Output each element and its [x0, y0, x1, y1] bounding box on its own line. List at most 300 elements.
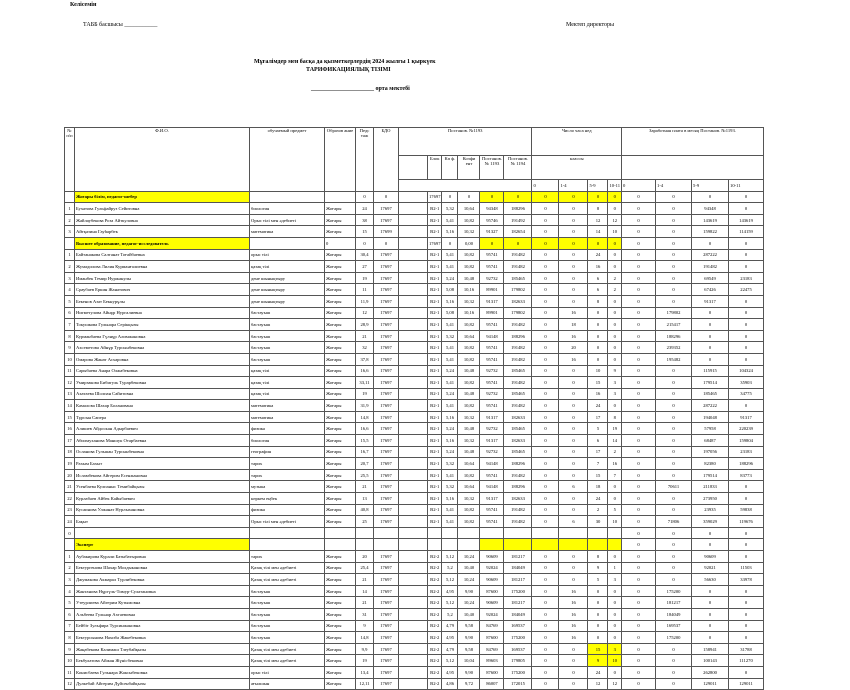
cell-h3: 9	[608, 365, 622, 377]
cell-h3: 16	[608, 458, 622, 470]
cell-bdo: 17697	[374, 249, 399, 261]
cell-num	[65, 191, 75, 203]
cell-s2: 185465	[692, 388, 729, 400]
cell-blk: В2-1	[428, 249, 442, 261]
cell-s3: 129011	[729, 678, 764, 690]
cell-name: Курлабаев Айбек Кайыбаевич	[75, 493, 250, 505]
cell-ped: 31	[356, 608, 374, 620]
cell-s3: 91317	[729, 411, 764, 423]
cell-h1: 0	[559, 551, 588, 563]
cell-p2: 169537	[504, 620, 532, 632]
cell-kf: 5,41	[442, 319, 458, 331]
cell-s2: 194048	[692, 411, 729, 423]
cell-s3: 114159	[729, 226, 764, 238]
cell-h3: 0	[608, 342, 622, 354]
cell-s1: 0	[656, 458, 692, 470]
cell-blk: В2-1	[428, 423, 442, 435]
cell-blk: 17697	[428, 191, 442, 203]
cell-ped: 19	[356, 272, 374, 284]
cell-s3: 0	[729, 191, 764, 203]
cell-name: Рахым Бахыт	[75, 458, 250, 470]
cell-bdo: 17697	[374, 666, 399, 678]
cell-koef: 10,82	[458, 469, 480, 481]
cell-bdo: 17697	[374, 643, 399, 655]
cell-h3: 2	[608, 284, 622, 296]
cell-h1: 0	[559, 249, 588, 261]
salary-grade-10-11: 10-11	[729, 180, 764, 192]
cell-p1: 95741	[480, 377, 504, 389]
cell-subj	[250, 191, 325, 203]
cell-bdo: 17697	[374, 377, 399, 389]
cell-s0: 0	[622, 226, 656, 238]
cell-subj: қазақ тілі	[250, 388, 325, 400]
cell-bdo: 17697	[374, 458, 399, 470]
cell-blk: 17697	[428, 237, 442, 249]
cell-subj: орыс тілі	[250, 249, 325, 261]
cell-koef: 10,32	[458, 295, 480, 307]
cell-edu: Жоғары	[325, 493, 356, 505]
cell-h2: 10	[588, 365, 608, 377]
cell-s3: 83773	[729, 469, 764, 481]
cell-blk: В2-2	[428, 585, 442, 597]
cell-s3: 0	[729, 237, 764, 249]
cell-blk: В2-2	[428, 551, 442, 563]
cell-s0: 0	[622, 574, 656, 586]
cell-h2: 24	[588, 666, 608, 678]
cell-h1: 0	[559, 678, 588, 690]
cell-h3: 0	[608, 353, 622, 365]
cell-s1: 195482	[656, 353, 692, 365]
cell-p2: 182633	[504, 295, 532, 307]
cell-p1	[480, 539, 504, 551]
cell-bdo: 17697	[374, 678, 399, 690]
cell-p2: 181217	[504, 551, 532, 563]
cell-h2	[588, 527, 608, 539]
cell-name: Ахатаева Шолпан Сайитовна	[75, 388, 250, 400]
cell-h2: 9	[588, 655, 608, 667]
cell-num: 6	[65, 307, 75, 319]
cell-subj: география	[250, 446, 325, 458]
cell-kf: 5,12	[442, 597, 458, 609]
cell-p1: 95746	[480, 214, 504, 226]
cell-p1: 84769	[480, 643, 504, 655]
cell-bdo: 17697	[374, 261, 399, 273]
cell-p2: 182654	[504, 226, 532, 238]
cell-p2: 191482	[504, 469, 532, 481]
cell-ped: 16,6	[356, 365, 374, 377]
cell-ped	[356, 539, 374, 551]
cell-ped: 27	[356, 261, 374, 273]
cell-s3: 104324	[729, 365, 764, 377]
cell-h0: 0	[532, 666, 559, 678]
cell-blk: В2-1	[428, 284, 442, 296]
cell-edu	[325, 539, 356, 551]
cell-ped: 30,4	[356, 249, 374, 261]
cell-name: Бейбіт Зульфира Турсинжановна	[75, 620, 250, 632]
cell-name: Утеурлиева Айгерим Кутымовна	[75, 597, 250, 609]
cell-subj: тарих	[250, 469, 325, 481]
cell-s2: 0	[692, 539, 729, 551]
cell-p1: 91317	[480, 493, 504, 505]
cell-h1: 16	[559, 330, 588, 342]
cell-subj: биология	[250, 435, 325, 447]
cell-s0: 0	[622, 678, 656, 690]
cell-p1	[480, 527, 504, 539]
cell-h3: 10	[608, 516, 622, 528]
cell-s3: 0	[729, 481, 764, 493]
cell-subj: бастауыш	[250, 330, 325, 342]
cell-s3: 0	[729, 551, 764, 563]
cell-s0: 0	[622, 249, 656, 261]
cell-num: 14	[65, 400, 75, 412]
cell-h3	[608, 539, 622, 551]
cell-bdo: 17697	[374, 365, 399, 377]
cell-s1: 0	[656, 666, 692, 678]
cell-name: Сраубаев Еркин Жанатович	[75, 284, 250, 296]
cell-subj: биология	[250, 203, 325, 215]
cell-kf: 5,08	[442, 307, 458, 319]
cell-edu	[325, 527, 356, 539]
cell-p2: 191482	[504, 342, 532, 354]
cell-name: Байтанакова Салтанат Тоғайбаевна	[75, 249, 250, 261]
cell-s1: 0	[656, 504, 692, 516]
cell-s3: 0	[729, 620, 764, 632]
cell-p1: 86007	[480, 678, 504, 690]
cell-num: 12	[65, 377, 75, 389]
cell-h1: 0	[559, 493, 588, 505]
cell-h2: 2	[588, 504, 608, 516]
cell-s2: 92021	[692, 562, 729, 574]
tabb-signature-line: ТАББ басшысы ___________	[83, 22, 158, 28]
cell-p2: 181217	[504, 574, 532, 586]
cell-p1: 95741	[480, 249, 504, 261]
cell-h3: 0	[608, 295, 622, 307]
cell-subj: Қазақ тілі мен әдебиеті	[250, 574, 325, 586]
cell-s2: 129011	[692, 678, 729, 690]
cell-s2: 159822	[692, 226, 729, 238]
cell-p1: 91327	[480, 226, 504, 238]
cell-kf: 5,24	[442, 446, 458, 458]
cell-s1: 0	[656, 272, 692, 284]
cell-h2: 5	[588, 423, 608, 435]
cell-name: Умирзакова Бибигуль Турарбековна	[75, 377, 250, 389]
table-row	[65, 377, 764, 389]
cell-bdo: 17697	[374, 342, 399, 354]
cell-s3: 0	[729, 597, 764, 609]
cell-blk: В2-2	[428, 562, 442, 574]
cell-h0: 0	[532, 551, 559, 563]
cell-s3: 0	[729, 527, 764, 539]
cell-edu: Жоғары	[325, 319, 356, 331]
cell-h1: 0	[559, 261, 588, 273]
cell-num: 9	[65, 342, 75, 354]
cell-name: Конисбаева Гульнара Жаксыбековна	[75, 666, 250, 678]
cell-p1: 95741	[480, 353, 504, 365]
cell-s0: 0	[622, 643, 656, 655]
table-row	[65, 411, 764, 423]
cell-h1	[559, 527, 588, 539]
cell-bdo: 17697	[374, 272, 399, 284]
cell-s1: 0	[656, 249, 692, 261]
cell-s3: 188296	[729, 458, 764, 470]
cell-s0: 0	[622, 655, 656, 667]
table-row	[65, 446, 764, 458]
cell-h1: 0	[559, 446, 588, 458]
cell-s3: 0	[729, 585, 764, 597]
table-row	[65, 608, 764, 620]
cell-koef: 10,64	[458, 330, 480, 342]
cell-bdo: 17697	[374, 203, 399, 215]
cell-num: 19	[65, 458, 75, 470]
cell-s1: 0	[656, 655, 692, 667]
cell-bdo: 17697	[374, 469, 399, 481]
cell-s2: 94348	[692, 203, 729, 215]
cell-edu: Жоғары	[325, 481, 356, 493]
cell-edu: Жоғары	[325, 516, 356, 528]
cell-edu: Жоғары	[325, 435, 356, 447]
cell-bdo: 17697	[374, 620, 399, 632]
cell-p1: 95741	[480, 319, 504, 331]
cell-h1: 0	[559, 423, 588, 435]
cell-name: Бекбулатова Айжан Жүнісбековна	[75, 655, 250, 667]
table-row	[65, 469, 764, 481]
cell-edu	[325, 191, 356, 203]
cell-h0: 0	[532, 469, 559, 481]
cell-p1: 94148	[480, 458, 504, 470]
table-row	[65, 666, 764, 678]
cell-kf: 5,12	[442, 574, 458, 586]
cell-h1: 0	[559, 655, 588, 667]
cell-p2: 188296	[504, 458, 532, 470]
cell-s2: 0	[692, 307, 729, 319]
cell-koef: 9,72	[458, 678, 480, 690]
cell-p1: 84769	[480, 620, 504, 632]
cell-blk: В2-2	[428, 608, 442, 620]
cell-s1: 0	[656, 562, 692, 574]
cell-h3: 0	[608, 597, 622, 609]
cell-s1: 0	[656, 237, 692, 249]
cell-num: 3	[65, 272, 75, 284]
cell-subj: математика	[250, 411, 325, 423]
table-row	[65, 632, 764, 644]
cell-koef: 10,48	[458, 446, 480, 458]
col-post1193-header: Постанов. № 1193	[480, 156, 504, 180]
cell-s3: 33978	[729, 574, 764, 586]
cell-p2: 182633	[504, 435, 532, 447]
cell-bdo: 17697	[374, 435, 399, 447]
cell-s2: 273950	[692, 493, 729, 505]
cell-h3: 3	[608, 388, 622, 400]
cell-h1: 16	[559, 632, 588, 644]
cell-h2: 16	[588, 388, 608, 400]
cell-s1: 0	[656, 539, 692, 551]
cell-koef: 9,58	[458, 620, 480, 632]
approval-label: Келісемін	[70, 2, 97, 8]
hours-grade-1-4: 1-4	[559, 180, 588, 192]
table-row	[65, 458, 764, 470]
table-row	[65, 330, 764, 342]
cell-ped: 21	[356, 481, 374, 493]
cell-num: 24	[65, 516, 75, 528]
cell-kf: 5,24	[442, 365, 458, 377]
cell-p1: 87600	[480, 666, 504, 678]
table-row	[65, 214, 764, 226]
cell-ped: 13	[356, 493, 374, 505]
cell-bdo: 0	[374, 191, 399, 203]
cell-p2: 191492	[504, 214, 532, 226]
cell-h1: 0	[559, 237, 588, 249]
cell-s0: 0	[622, 353, 656, 365]
cell-kf: 5,16	[442, 226, 458, 238]
cell-h1: 0	[559, 272, 588, 284]
cell-p1: 89603	[480, 655, 504, 667]
cell-blk: В2-1	[428, 446, 442, 458]
cell-bdo: 17697	[374, 295, 399, 307]
cell-h0: 0	[532, 261, 559, 273]
cell-blk: В2-2	[428, 620, 442, 632]
cell-edu: Жоғары	[325, 423, 356, 435]
table-row	[65, 342, 764, 354]
cell-p2: 191482	[504, 319, 532, 331]
cell-h0: 0	[532, 458, 559, 470]
table-row	[65, 435, 764, 447]
cell-subj: қазақ тілі	[250, 261, 325, 273]
cell-s3: 0	[729, 632, 764, 644]
cell-p1: 95741	[480, 261, 504, 273]
cell-h3: 2	[608, 446, 622, 458]
cell-koef: 0	[458, 191, 480, 203]
cell-edu: Жоғары	[325, 666, 356, 678]
cell-blk: В2-1	[428, 353, 442, 365]
cell-kf: 5,32	[442, 203, 458, 215]
cell-blk: В2-1	[428, 458, 442, 470]
cell-kf: 5,41	[442, 342, 458, 354]
cell-s1: 179802	[656, 307, 692, 319]
cell-s2: 69549	[692, 272, 729, 284]
document-title: Мұғалімдер мен басқа да қызметкерлердің 2024 жылғы 1 қыркүек	[254, 59, 436, 65]
cell-num: 8	[65, 330, 75, 342]
cell-s2: 143619	[692, 214, 729, 226]
cell-h2: 0	[588, 319, 608, 331]
cell-s3: 23183	[729, 446, 764, 458]
cell-h0: 0	[532, 504, 559, 516]
cell-bdo: 17697	[374, 585, 399, 597]
table-row	[65, 655, 764, 667]
cell-num: 18	[65, 446, 75, 458]
cell-h2	[588, 539, 608, 551]
cell-p2	[504, 527, 532, 539]
cell-s2: 287222	[692, 249, 729, 261]
cell-bdo: 17697	[374, 551, 399, 563]
cell-kf: 5,41	[442, 516, 458, 528]
cell-h2: 12	[588, 214, 608, 226]
cell-subj: Қазақ тілі мен әдебиеті	[250, 562, 325, 574]
cell-blk: В2-1	[428, 307, 442, 319]
cell-p2: 191482	[504, 353, 532, 365]
cell-p2: 172015	[504, 678, 532, 690]
cell-subj: математика	[250, 400, 325, 412]
cell-s0: 0	[622, 307, 656, 319]
cell-h3: 0	[608, 585, 622, 597]
cell-s1: 0	[656, 226, 692, 238]
cell-subj: тарих	[250, 551, 325, 563]
cell-p2: 175200	[504, 632, 532, 644]
cell-edu: Жоғары	[325, 342, 356, 354]
cell-kf: 5,41	[442, 214, 458, 226]
cell-h2: 0	[588, 342, 608, 354]
cell-koef: 10,64	[458, 481, 480, 493]
cell-name	[75, 527, 250, 539]
cell-name: Тұрсын Сапера	[75, 411, 250, 423]
cell-koef: 10,16	[458, 307, 480, 319]
col-bdo-header: БДО	[374, 128, 399, 192]
cell-num: 7	[65, 319, 75, 331]
cell-blk: В2-1	[428, 365, 442, 377]
cell-name: Осланова Гульшан Турсынбековна	[75, 446, 250, 458]
cell-num: 6	[65, 608, 75, 620]
cell-p2: 191482	[504, 516, 532, 528]
section-row	[65, 237, 764, 249]
cell-kf: 4,79	[442, 620, 458, 632]
cell-name: Жаңабекова Калимаш Тлеубайқызы	[75, 643, 250, 655]
cell-name: Бекенов Азат Бекнурұлы	[75, 295, 250, 307]
cell-blk: В2-1	[428, 295, 442, 307]
cell-s2: 0	[692, 191, 729, 203]
cell-h1: 0	[559, 377, 588, 389]
cell-s3: 220239	[729, 423, 764, 435]
cell-name: Ахсеметова Айнұр Турсынбековна	[75, 342, 250, 354]
cell-h3: 0	[608, 237, 622, 249]
cell-kf: 5,2	[442, 562, 458, 574]
cell-h1: 0	[559, 214, 588, 226]
cell-name: Камалова Шахар Боланована	[75, 400, 250, 412]
cell-h3: 0	[608, 400, 622, 412]
cell-subj: бастауыш	[250, 632, 325, 644]
cell-h1: 0	[559, 458, 588, 470]
cell-kf	[442, 527, 458, 539]
cell-s3: 0	[729, 493, 764, 505]
cell-s3: 23183	[729, 272, 764, 284]
cell-edu: Жоғары	[325, 411, 356, 423]
cell-p1: 90609	[480, 597, 504, 609]
cell-h0: 0	[532, 319, 559, 331]
cell-h0: 0	[532, 493, 559, 505]
cell-num: 1	[65, 551, 75, 563]
cell-subj: дене шынықтыру	[250, 272, 325, 284]
cell-p2: 0	[504, 237, 532, 249]
cell-s1: 175200	[656, 632, 692, 644]
cell-koef: 10,82	[458, 504, 480, 516]
col-post1194-header: Постанов. № 1194	[504, 156, 532, 180]
cell-h0: 0	[532, 272, 559, 284]
table-row	[65, 261, 764, 273]
cell-kf: 5,12	[442, 655, 458, 667]
cell-bdo: 17697	[374, 411, 399, 423]
cell-h0: 0	[532, 237, 559, 249]
cell-koef: 10,48	[458, 423, 480, 435]
cell-blk: В2-1	[428, 411, 442, 423]
table-row	[65, 481, 764, 493]
cell-p1: 95741	[480, 516, 504, 528]
cell-name: Жайлаубекова Роза Айткуловна	[75, 214, 250, 226]
cell-h3: 0	[608, 191, 622, 203]
cell-num: 12	[65, 678, 75, 690]
cell-h1: 0	[559, 435, 588, 447]
cell-h0	[532, 527, 559, 539]
cell-ped: 19	[356, 388, 374, 400]
cell-h2: 15	[588, 377, 608, 389]
cell-p2: 188296	[504, 330, 532, 342]
